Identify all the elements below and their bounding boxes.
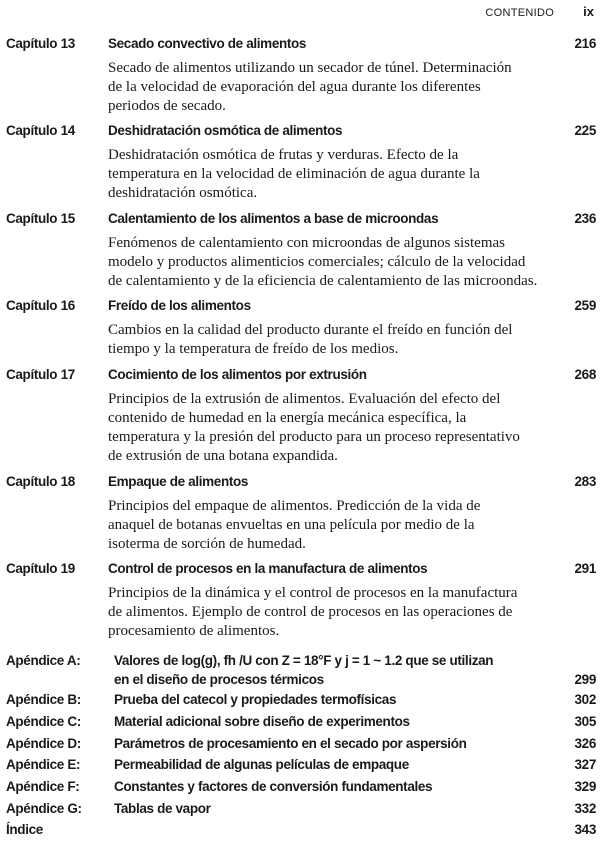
chapter-page: 236: [574, 211, 596, 226]
entry-title: Parámetros de procesamiento en el secado por aspersión: [114, 736, 467, 751]
chapter-description: [108, 146, 596, 203]
chapter-title: Calentamiento de los alimentos a base de microondas: [108, 211, 439, 226]
description-line: Deshidratación osmótica de frutas y verduras. Efecto de la: [108, 147, 459, 163]
chapter-title: Deshidratación osmótica de alimentos: [108, 123, 343, 138]
chapter-description: [108, 234, 596, 291]
description-line: Secado de alimentos utilizando un secador de túnel. Determinación: [108, 60, 512, 76]
entry-page: 302: [574, 692, 596, 707]
entry-label: Apéndice B:: [6, 692, 81, 707]
entry-title: Tablas de vapor: [114, 801, 211, 816]
description-line: contenido de humedad en la energía mecánica específica, la: [108, 410, 467, 426]
entry-label: Índice: [6, 822, 43, 837]
chapter-label: Capítulo 14: [6, 123, 75, 138]
chapter-description: [108, 497, 596, 554]
chapter-heading: [6, 121, 596, 140]
appendix-entry[interactable]: [6, 734, 596, 753]
appendix-entry[interactable]: [6, 799, 596, 818]
description-line: de alimentos. Ejemplo de control de procesos en las operaciones de: [108, 604, 513, 620]
entry-label: Apéndice C:: [6, 714, 81, 729]
chapter-page: 283: [574, 474, 596, 489]
entry-label: Apéndice A:: [6, 653, 81, 668]
appendix-row: [6, 820, 596, 839]
description-line: de la velocidad de evaporación del agua durante los diferentes: [108, 79, 481, 95]
chapter-heading: [6, 365, 596, 384]
description-line: Principios del empaque de alimentos. Predicción de la vida de: [108, 498, 481, 514]
description-line: Principios de la extrusión de alimentos. Evaluación del efecto del: [108, 391, 501, 407]
chapter-entry[interactable]: [6, 559, 596, 641]
chapter-title: Freído de los alimentos: [108, 298, 251, 313]
chapter-entry[interactable]: [6, 209, 596, 291]
appendix-entry[interactable]: [6, 712, 596, 731]
entry-title: Permeabilidad de algunas películas de empaque: [114, 757, 409, 772]
entry-label: Apéndice F:: [6, 779, 80, 794]
appendix-row: [6, 690, 596, 709]
appendix-entry[interactable]: [6, 777, 596, 796]
appendix-entry[interactable]: [6, 820, 596, 839]
chapter-label: Capítulo 17: [6, 367, 75, 382]
entry-page: 299: [574, 672, 596, 687]
description-line: periodos de secado.: [108, 98, 226, 114]
appendix-row: [6, 777, 596, 796]
section-title: CONTENIDO: [485, 7, 555, 19]
entry-title: Constantes y factores de conversión fundamentales: [114, 779, 433, 794]
appendix-row: [6, 734, 596, 753]
running-header: [485, 4, 594, 19]
chapter-page: 259: [574, 298, 596, 313]
chapter-description: [108, 59, 596, 116]
entry-title: Prueba del catecol y propiedades termofísicas: [114, 692, 397, 707]
chapter-label: Capítulo 19: [6, 561, 75, 576]
description-line: de extrusión de una botana expandida.: [108, 448, 338, 464]
entry-page: 327: [574, 757, 596, 772]
chapter-heading: [6, 296, 596, 315]
description-line: Fenómenos de calentamiento con microondas de algunos sistemas: [108, 235, 505, 251]
entry-label: Apéndice E:: [6, 757, 81, 772]
entry-page: 332: [574, 801, 596, 816]
entry-page: 343: [574, 822, 596, 837]
entry-title: Material adicional sobre diseño de experimentos: [114, 714, 410, 729]
chapter-heading: [6, 559, 596, 578]
chapter-title: Cocimiento de los alimentos por extrusión: [108, 367, 367, 382]
page-number: ix: [583, 4, 594, 19]
description-line: Cambios en la calidad del producto durante el freído en función del: [108, 322, 513, 338]
description-line: modelo y productos alimenticios comerciales; cálculo de la velocidad: [108, 254, 526, 270]
description-line: tiempo y la temperatura de freído de los medios.: [108, 341, 399, 357]
entry-title: Valores de log(g), fh /U con Z = 18°F y j = 1 ~ 1.2 que se utilizan: [114, 653, 494, 668]
description-line: anaquel de botanas envueltas en una película por medio de la: [108, 517, 475, 533]
chapter-page: 216: [574, 36, 596, 51]
chapter-description: [108, 390, 596, 466]
chapter-heading: [6, 472, 596, 491]
appendix-entry[interactable]: [6, 651, 596, 689]
appendix-row: [6, 712, 596, 731]
chapter-title: Control de procesos en la manufactura de alimentos: [108, 561, 428, 576]
appendix-row: [6, 755, 596, 774]
chapter-title: Empaque de alimentos: [108, 474, 249, 489]
chapter-page: 268: [574, 367, 596, 382]
chapter-entry[interactable]: [6, 296, 596, 359]
description-line: temperatura y la presión del producto para un proceso representativo: [108, 429, 520, 445]
description-line: isoterma de sorción de humedad.: [108, 536, 306, 552]
description-line: procesamiento de alimentos.: [108, 623, 280, 639]
entry-page: 305: [574, 714, 596, 729]
chapter-page: 291: [574, 561, 596, 576]
chapter-entry[interactable]: [6, 121, 596, 203]
description-line: Principios de la dinámica y el control de procesos en la manufactura: [108, 585, 518, 601]
appendix-row: [6, 799, 596, 818]
chapter-label: Capítulo 13: [6, 36, 75, 51]
entry-label: Apéndice G:: [6, 801, 82, 816]
chapter-label: Capítulo 15: [6, 211, 75, 226]
chapter-label: Capítulo 18: [6, 474, 75, 489]
chapter-heading: [6, 34, 596, 53]
chapter-entry[interactable]: [6, 472, 596, 554]
chapter-page: 225: [574, 123, 596, 138]
chapter-heading: [6, 209, 596, 228]
chapter-description: [108, 584, 596, 641]
chapter-description: [108, 321, 596, 359]
chapter-entry[interactable]: [6, 34, 596, 116]
chapter-title: Secado convectivo de alimentos: [108, 36, 307, 51]
entry-title-continued: en el diseño de procesos térmicos: [114, 672, 324, 687]
entry-page: 326: [574, 736, 596, 751]
description-line: de calentamiento y de la eficiencia de calentamiento de las microondas.: [108, 273, 538, 289]
description-line: deshidratación osmótica.: [108, 185, 258, 201]
chapter-entry[interactable]: [6, 365, 596, 466]
appendix-entry[interactable]: [6, 690, 596, 709]
description-line: temperatura en la velocidad de eliminación de agua durante la: [108, 166, 480, 182]
appendix-entry[interactable]: [6, 755, 596, 774]
chapter-label: Capítulo 16: [6, 298, 75, 313]
entry-label: Apéndice D:: [6, 736, 81, 751]
entry-page: 329: [574, 779, 596, 794]
